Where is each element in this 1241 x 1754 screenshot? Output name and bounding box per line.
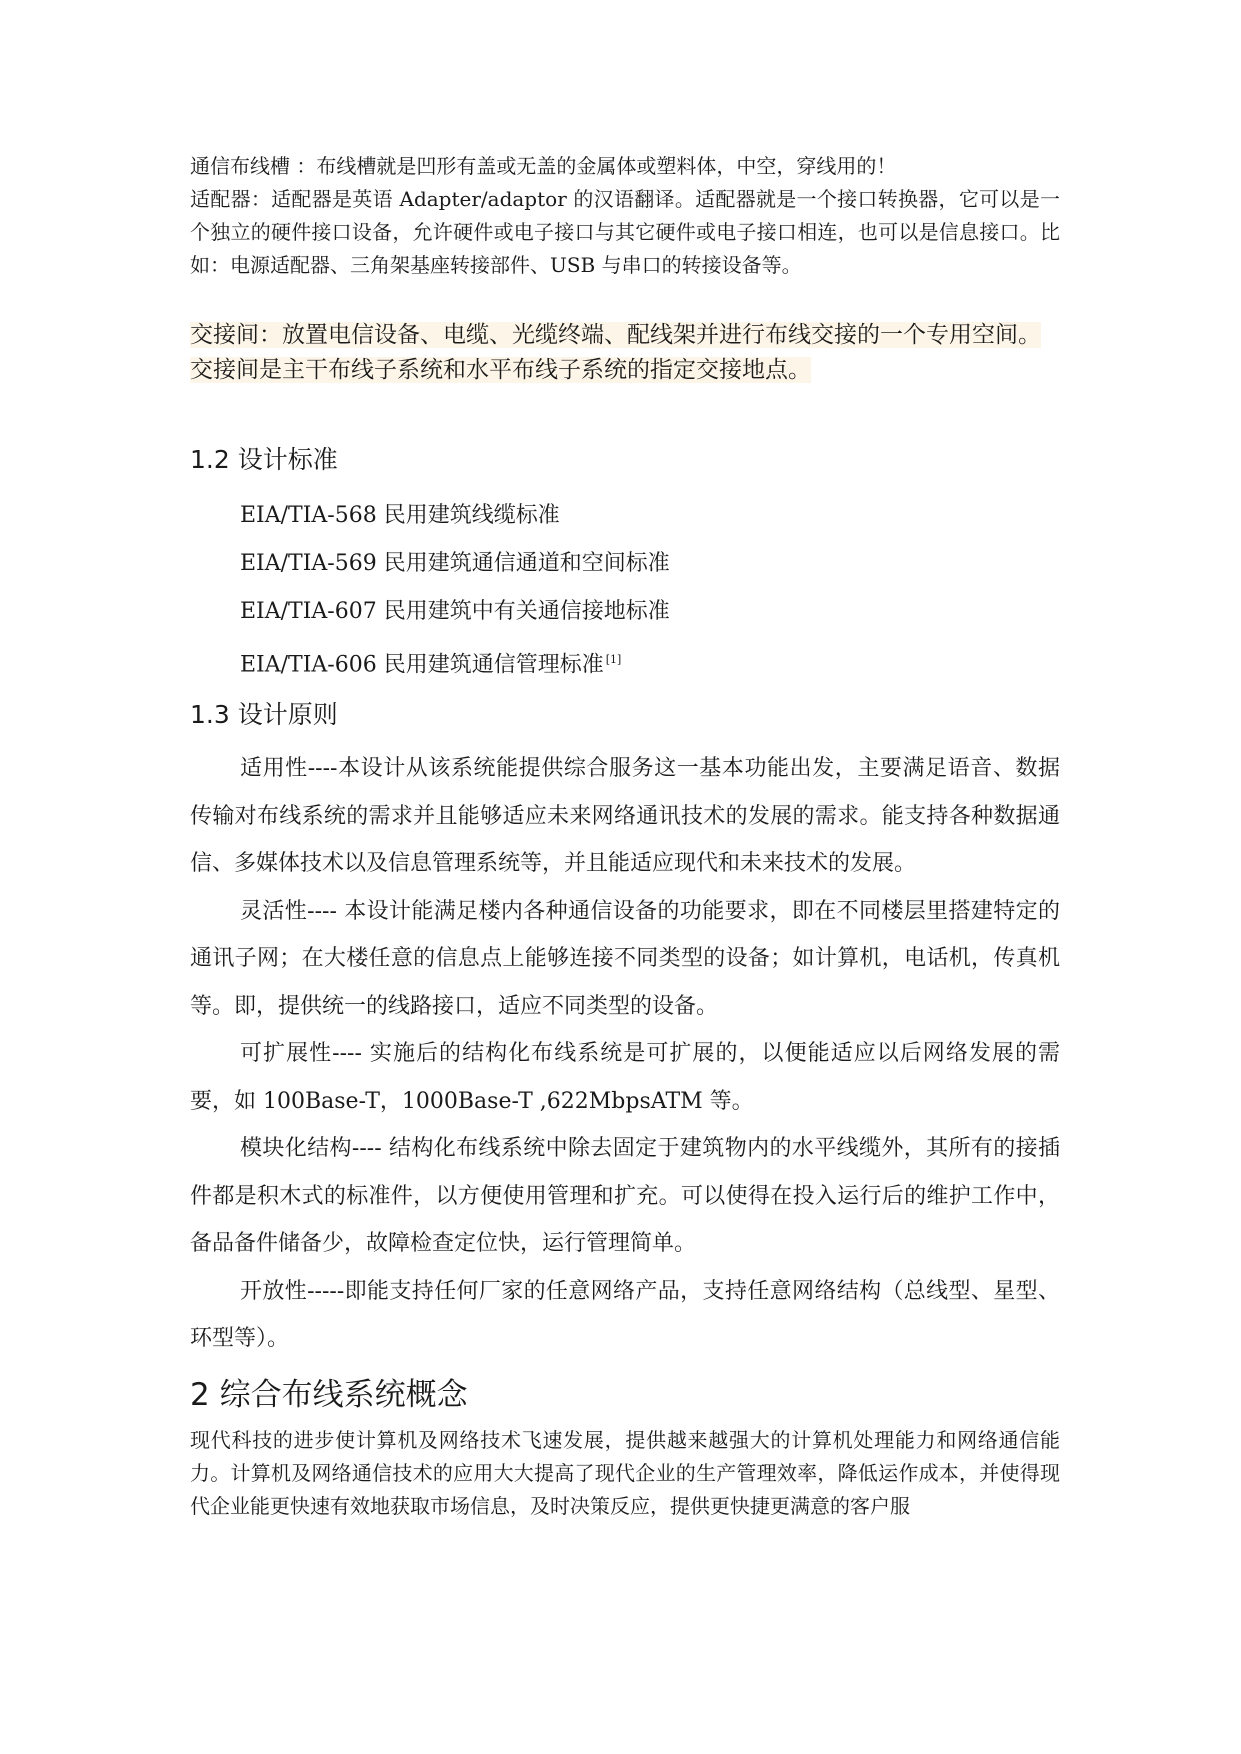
standard-item: EIA/TIA-606 民用建筑通信管理标准 — [240, 652, 604, 678]
definition-cross-connect-block — [190, 318, 1060, 388]
section-2-intro: 现代科技的进步使计算机及网络技术飞速发展，提供越来越强大的计算机处理能力和网络通信能力。计算机及网络通信技术的应用大大提高了现代企业的生产管理效率，降低运作成本，并使得现代企业能更快速有效地获取市场信息，及时决策反应，提供更快捷更满意的客户服 — [190, 1427, 1060, 1518]
standard-item-with-citation — [190, 636, 1060, 689]
section-heading-1-3: 1.3 设计原则 — [190, 700, 338, 730]
principle-modularity: 模块化结构---- 结构化布线系统中除去固定于建筑物内的水平线缆外，其所有的接插件都是积木式的标准件，以方便使用管理和扩充。可以使得在投入运行后的维护工作中，备品备件储备少，故障检查定位快，运行管理简单。 — [190, 1136, 1060, 1257]
definitions-block — [190, 150, 1060, 282]
definition-cross-connect: 交接间：放置电信设备、电缆、光缆终端、配线架并进行布线交接的一个专用空间。交接间是主干布线子系统和水平布线子系统的指定交接地点。 — [190, 322, 1041, 383]
principle-applicability: 适用性----本设计从该系统能提供综合服务这一基本功能出发，主要满足语音、数据传输对布线系统的需求并且能够适应未来网络通讯技术的发展的需求。能支持各种数据通信、多媒体技术以及信息管理系统等，并且能适应现代和未来技术的发展。 — [190, 756, 1060, 877]
standard-item: EIA/TIA-568 民用建筑线缆标准 — [240, 503, 560, 528]
principles-block — [190, 745, 1060, 1363]
section-heading-1-2: 1.2 设计标准 — [190, 445, 338, 474]
standards-list — [190, 492, 1060, 689]
definition-adapter: 适配器：适配器是英语 Adapter/adaptor 的汉语翻译。适配器就是一个接口转换器，它可以是一个独立的硬件接口设备，允许硬件或电子接口与其它硬件或电子接口相连，也可以是信息接口。比如：电源适配器、三角架基座转接部件、USB 与串口的转接设备等。 — [190, 187, 1060, 277]
principle-flexibility: 灵活性---- 本设计能满足楼内各种通信设备的功能要求，即在不同楼层里搭建特定的通讯子网；在大楼任意的信息点上能够连接不同类型的设备；如计算机，电话机，传真机等。即，提供统一的线路接口，适应不同类型的设备。 — [190, 898, 1060, 1019]
principle-openness: 开放性-----即能支持任何厂家的任意网络产品，支持任意网络结构（总线型、星型、环型等）。 — [190, 1278, 1060, 1352]
principle-scalability: 可扩展性---- 实施后的结构化布线系统是可扩展的，以便能适应以后网络发展的需要，如 100Base-T，1000Base-T ,622MbpsATM 等。 — [190, 1041, 1060, 1114]
definition-trunking: 通信布线槽 ：布线槽就是凹形有盖或无盖的金属体或塑料体，中空，穿线用的！ — [190, 154, 897, 178]
citation-marker: [1] — [605, 653, 622, 666]
document-page — [190, 150, 1060, 1523]
standard-item: EIA/TIA-569 民用建筑通信通道和空间标准 — [240, 551, 670, 576]
section-heading-2: 2 综合布线系统概念 — [190, 1376, 468, 1413]
standard-item: EIA/TIA-607 民用建筑中有关通信接地标准 — [240, 599, 670, 624]
